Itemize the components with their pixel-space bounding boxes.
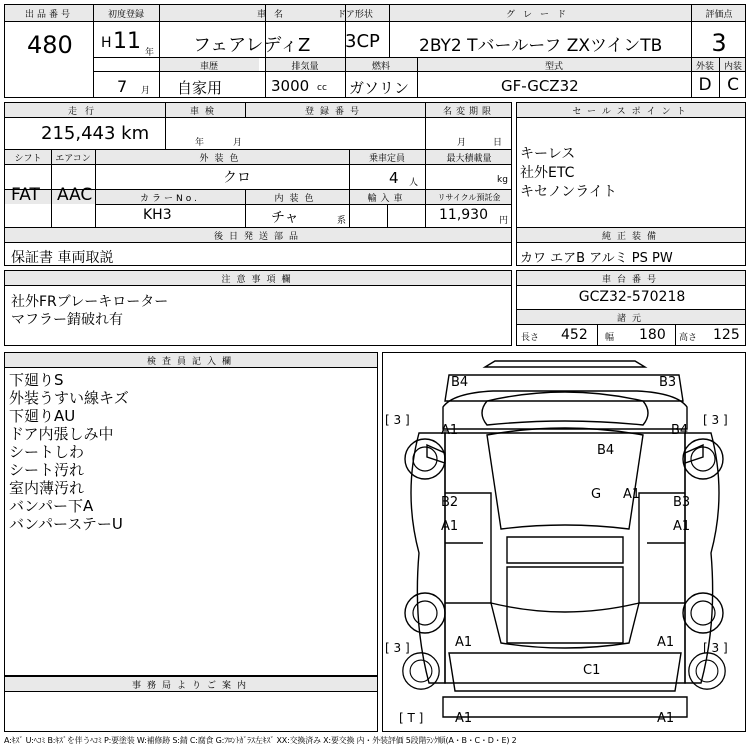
later-docs-value: 保証書 車両取説	[11, 250, 114, 266]
mark-b4-right-front: B4	[671, 423, 689, 438]
equipment-value: カワ エアB アルミ PS PW	[520, 251, 673, 266]
ext-color-value: クロ	[223, 170, 251, 186]
ext-label: 外装	[695, 62, 714, 72]
aircon-value: AAC	[57, 185, 93, 205]
mark-bracket-left-bottom: [ 3 ]	[385, 641, 410, 655]
displacement-label: 排気量	[291, 62, 319, 72]
fuel-value: ガソリン	[349, 79, 410, 97]
inspector-line: 下廻りS	[9, 371, 64, 389]
mark-t-bracket: [ T ]	[399, 711, 424, 725]
mark-bracket-right-top: [ 3 ]	[703, 413, 728, 427]
sales-point-item: キーレス	[520, 146, 576, 162]
mark-bracket-right-bottom: [ 3 ]	[703, 641, 728, 655]
wheel-icon	[401, 651, 441, 691]
mark-a1-bumper-left: A1	[455, 711, 473, 726]
office-box	[4, 676, 378, 732]
mark-c1-rear: C1	[583, 663, 601, 678]
width-value: 180	[639, 327, 666, 343]
notes-line: マフラー錆破れ有	[11, 312, 123, 328]
width-label: 幅	[605, 333, 615, 343]
insp-month-unit: 月	[233, 138, 243, 148]
max-load-label: 最大積載量	[446, 154, 492, 164]
length-label: 長さ	[521, 333, 540, 343]
mark-a1-left-front: A1	[441, 423, 459, 438]
wheel-icon	[687, 651, 727, 691]
recycle-value: 11,930	[439, 207, 488, 223]
sales-point-item: 社外ETC	[520, 165, 575, 181]
displacement-value: 3000	[271, 77, 310, 95]
capacity-value: 4	[389, 169, 399, 187]
capacity-unit: 人	[409, 178, 419, 188]
car-name-label: 車名	[256, 10, 291, 20]
office-label: 事務局よりご案内	[131, 681, 252, 691]
capacity-label: 乗車定員	[368, 154, 405, 164]
mark-b2-left-door: B2	[441, 495, 459, 510]
lot-number: 480	[27, 31, 73, 59]
int-label: 内装	[723, 62, 742, 72]
height-value: 125	[713, 327, 740, 343]
mark-a1-right-rear: A1	[657, 635, 675, 650]
inspector-line: ドア内張しみ中	[9, 425, 114, 443]
sales-point-item: キセノンライト	[520, 184, 617, 200]
reg-month: 7	[117, 77, 128, 96]
recycle-label: リサイクル預託金	[437, 193, 501, 202]
aircon-label: エアコン	[55, 154, 91, 164]
length-value: 452	[561, 327, 588, 343]
recycle-unit: 円	[499, 216, 509, 226]
mark-b3-top-right: B3	[659, 375, 677, 390]
inspector-line: 外装うすい線キズ	[9, 389, 129, 407]
regno-label: 登録番号	[304, 107, 365, 117]
nc-month-unit: 月	[457, 138, 467, 148]
inspector-line: 下廻りAU	[9, 407, 76, 425]
mark-a1-windshield: A1	[623, 487, 641, 502]
grade-value: 2BY2 Tバールーフ ZXツインTB	[419, 36, 663, 56]
door-value: 3CP	[345, 31, 380, 52]
info-block	[4, 102, 512, 266]
nc-day-unit: 日	[493, 138, 503, 148]
sales-point-box	[516, 102, 746, 266]
fuel-label: 燃料	[371, 62, 390, 72]
mark-b3-right-door: B3	[673, 495, 691, 510]
mark-bracket-left-top: [ 3 ]	[385, 413, 410, 427]
later-docs-label: 後日発送部品	[213, 232, 304, 242]
ext-grade: D	[698, 75, 712, 95]
model-value: GF-GCZ32	[501, 77, 579, 95]
inspector-line: バンパーステーU	[9, 515, 123, 533]
car-diagram	[382, 352, 746, 732]
inspector-line: バンパー下A	[9, 497, 94, 515]
import-label: 輸入車	[367, 194, 407, 204]
score-value: 3	[711, 29, 727, 57]
shift-label: シフト	[14, 154, 42, 164]
mark-g-windshield: G	[591, 487, 602, 502]
chassis-label: 車台番号	[601, 275, 662, 285]
mark-a1-right-door: A1	[673, 519, 691, 534]
history-label: 車歴	[199, 62, 218, 72]
mark-a1-left-door: A1	[441, 519, 459, 534]
ext-color-label: 外装色	[199, 154, 245, 164]
notes-label: 注意事項欄	[221, 275, 297, 285]
max-load-unit: kg	[497, 175, 508, 185]
reg-month-unit: 月	[141, 86, 151, 96]
history-value: 自家用	[177, 79, 223, 97]
score-label: 評価点	[705, 10, 733, 20]
notes-line: 社外FRブレーキローター	[11, 294, 169, 310]
int-grade: C	[727, 75, 739, 95]
car-name: フェアレディZ	[193, 35, 311, 56]
notes-box	[4, 270, 512, 346]
shift-value: FAT	[11, 185, 40, 205]
int-color-label: 内装色	[274, 194, 320, 204]
inspector-line: シート汚れ	[9, 461, 85, 479]
wheel-icon	[681, 437, 725, 481]
door-label: ドア形状	[337, 10, 373, 20]
chassis-box	[516, 270, 746, 346]
int-color-value: チャ	[271, 210, 299, 226]
inspector-box	[4, 352, 378, 676]
legend-text: A:ｷｽﾞ U:ﾍｺﾐ B:ｷｽﾞを伴うﾍｺﾐ P:要塗装 W:補修跡 S:錆 C:腐食 G:ﾌﾛﾝﾄｶﾞﾗｽ左ｷｽﾞ XX:交換済み X:要交換 内・外装評価 5段階ﾗﾝｸ順(A・B・C・D・E) 2	[4, 736, 517, 745]
inspector-line: 室内薄汚れ	[9, 479, 85, 497]
chassis-value: GCZ32-570218	[578, 289, 686, 305]
int-color-suffix: 系	[337, 216, 347, 226]
insp-year-unit: 年	[195, 138, 205, 148]
mark-b4-top-left: B4	[451, 375, 469, 390]
displacement-unit: cc	[317, 83, 327, 93]
mark-a1-bumper-right: A1	[657, 711, 675, 726]
inspector-label: 検査員記入欄	[146, 357, 237, 367]
name-change-label: 名変期限	[442, 107, 495, 117]
color-no-value: KH3	[143, 207, 172, 223]
reg-year-unit: 年	[145, 48, 155, 58]
dimensions-label: 諸元	[616, 314, 647, 324]
height-label: 高さ	[679, 333, 698, 343]
sales-point-label: セールスポイント	[572, 107, 692, 117]
mileage-label: 走行	[67, 107, 102, 117]
model-label: 型式	[544, 62, 563, 72]
mark-a1-left-rear: A1	[455, 635, 473, 650]
equipment-label: 純正装備	[601, 232, 662, 242]
era: H	[101, 35, 112, 51]
reg-year: 11	[113, 29, 141, 54]
wheel-icon	[403, 591, 447, 635]
header-block	[4, 4, 746, 98]
wheel-icon	[681, 591, 725, 635]
grade-label: グレード	[505, 10, 574, 20]
inspection-label: 車検	[189, 107, 220, 117]
first-reg-label: 初度登録	[107, 10, 144, 20]
mileage-value: 215,443 km	[41, 123, 150, 144]
wheel-icon	[403, 437, 447, 481]
mark-b4-hood: B4	[597, 443, 615, 458]
lot-label: 出品番号	[24, 10, 73, 20]
inspector-line: シートしわ	[9, 443, 85, 461]
color-no-label: カラーNo.	[140, 194, 200, 204]
